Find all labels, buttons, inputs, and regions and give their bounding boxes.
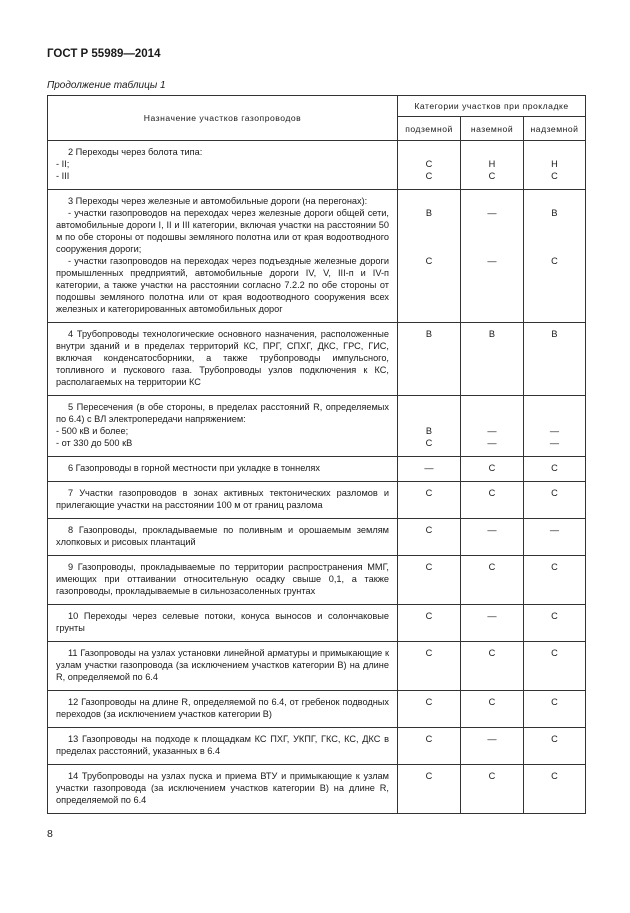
categories-table — [47, 95, 586, 814]
row-description — [48, 190, 398, 323]
category-value: С — [551, 256, 558, 266]
description-line: - от 330 до 500 кВ — [56, 438, 133, 448]
document-code: ГОСТ Р 55989—2014 — [47, 48, 161, 60]
category-aboveground — [524, 519, 586, 556]
category-underground — [398, 765, 461, 814]
category-value: — — [424, 463, 434, 473]
category-ground — [461, 482, 524, 519]
category-value: С — [425, 734, 433, 744]
category-value: С — [425, 611, 433, 621]
category-value — [399, 146, 459, 158]
row-description — [48, 519, 398, 556]
description-line: 9 Газопроводы, прокладываемые по территории распространения ММГ, имеющих при оттаивании относительную осадку свыше 0,1, а также газопроводы, прокладываемые в сильнозасоленных грунтах — [56, 562, 389, 596]
category-value: С — [425, 648, 433, 658]
category-aboveground — [524, 765, 586, 814]
table-row — [48, 190, 586, 323]
category-ground — [461, 765, 524, 814]
row-description — [48, 141, 398, 190]
category-value — [462, 401, 522, 425]
category-underground — [398, 141, 461, 190]
category-aboveground — [524, 396, 586, 457]
category-aboveground — [524, 190, 586, 323]
category-value: С — [488, 771, 496, 781]
category-value: — — [487, 734, 497, 744]
category-value: — — [487, 256, 497, 266]
category-value: С — [551, 697, 558, 707]
table-row — [48, 691, 586, 728]
category-aboveground — [524, 642, 586, 691]
category-value: С — [488, 648, 496, 658]
header-aboveground: надземной — [524, 117, 586, 141]
category-value: С — [551, 488, 558, 498]
category-value: С — [425, 256, 433, 266]
category-underground — [398, 605, 461, 642]
category-value: С — [425, 525, 433, 535]
category-aboveground — [524, 556, 586, 605]
description-line: 8 Газопроводы, прокладываемые по поливным и орошаемым землям хлопковых и рисовых плантаций — [56, 525, 389, 547]
category-value: В — [425, 329, 433, 339]
category-value: С — [488, 562, 496, 572]
description-line: - III — [56, 171, 70, 181]
description-line: 4 Трубопроводы технологические основного назначения, расположенные внутри зданий и в пределах территорий КС, ПРГ, СПХГ, ДКС, ГРС, ГИС, включая конденсатосборники, а также трубопроводы импульсного, топливного и пускового газа. Трубопроводы узлов подключения к КС, располагаемых на территории КС — [56, 329, 389, 387]
table-row — [48, 556, 586, 605]
table-row — [48, 765, 586, 814]
category-underground — [398, 190, 461, 323]
category-value: — — [487, 525, 497, 535]
category-ground — [461, 556, 524, 605]
category-value: — — [549, 525, 560, 535]
description-line: 12 Газопроводы на длине R, определяемой по 6.4, от гребенок подводных переходов (за исключением участков категории В) — [56, 697, 389, 719]
category-value: — — [487, 438, 497, 448]
table-row — [48, 482, 586, 519]
category-ground — [461, 190, 524, 323]
category-aboveground — [524, 457, 586, 482]
table-row — [48, 457, 586, 482]
row-description — [48, 396, 398, 457]
category-value: С — [425, 697, 433, 707]
category-value — [399, 195, 459, 207]
table-row — [48, 141, 586, 190]
category-ground — [461, 141, 524, 190]
description-line: 2 Переходы через болота типа: — [68, 147, 203, 157]
category-value — [525, 195, 584, 207]
category-value: С — [551, 171, 558, 181]
category-underground — [398, 323, 461, 396]
category-value: С — [425, 159, 433, 169]
category-ground — [461, 605, 524, 642]
header-categories: Категории участков при прокладке — [398, 96, 586, 117]
category-ground — [461, 642, 524, 691]
table-continuation-caption: Продолжение таблицы 1 — [47, 80, 166, 91]
category-value: С — [551, 648, 558, 658]
description-line: 10 Переходы через селевые потоки, конуса выносов и солончаковые грунты — [56, 611, 389, 633]
table-row — [48, 396, 586, 457]
category-value: С — [425, 562, 433, 572]
description-line: 7 Участки газопроводов в зонах активных тектонических разломов и прилегающие участки на расстоянии 100 м от границ разлома — [56, 488, 389, 510]
table-row — [48, 519, 586, 556]
category-ground — [461, 728, 524, 765]
table-row — [48, 605, 586, 642]
category-value: С — [551, 611, 558, 621]
category-value: С — [425, 771, 433, 781]
category-value: С — [488, 488, 496, 498]
category-value: С — [551, 771, 558, 781]
description-line: - 500 кВ и более; — [56, 426, 129, 436]
category-underground — [398, 519, 461, 556]
row-description — [48, 642, 398, 691]
category-aboveground — [524, 691, 586, 728]
table-row — [48, 728, 586, 765]
category-ground — [461, 691, 524, 728]
category-value: С — [488, 463, 496, 473]
category-aboveground — [524, 323, 586, 396]
category-value: С — [425, 438, 433, 448]
category-underground — [398, 728, 461, 765]
category-value: С — [551, 734, 558, 744]
category-value: С — [551, 562, 558, 572]
category-value: — — [549, 438, 560, 448]
description-line: 11 Газопроводы на узлах установки линейной арматуры и примыкающие к узлам участки газопровода (за исключением участков категории В) на длине R, определяемой по 6.4 — [56, 648, 389, 682]
header-ground: наземной — [461, 117, 524, 141]
category-value: — — [487, 426, 497, 436]
table-row — [48, 642, 586, 691]
category-value: В — [488, 329, 496, 339]
category-underground — [398, 642, 461, 691]
category-underground — [398, 482, 461, 519]
description-line: 5 Пересечения (в обе стороны, в пределах расстояний R, определяемых по 6.4) с ВЛ электропередачи напряжением: — [56, 402, 389, 424]
category-value: С — [425, 171, 433, 181]
row-description — [48, 728, 398, 765]
description-line: 6 Газопроводы в горной местности при укладке в тоннелях — [68, 463, 320, 473]
category-aboveground — [524, 482, 586, 519]
description-line: - участки газопроводов на переходах через железные дороги общей сети, автомобильные дороги I, II и III категории, включая участки на расстоянии 50 м по обе стороны от подошвы земляного полотна или от края водоотводного сооружения дороги; — [56, 208, 389, 254]
category-value: — — [487, 611, 497, 621]
category-underground — [398, 556, 461, 605]
row-description — [48, 605, 398, 642]
description-line: - II; — [56, 159, 70, 169]
category-value — [525, 401, 584, 425]
category-underground — [398, 396, 461, 457]
category-value: — — [487, 208, 497, 218]
category-underground — [398, 457, 461, 482]
category-aboveground — [524, 141, 586, 190]
category-value: С — [488, 171, 496, 181]
page-number: 8 — [47, 828, 53, 840]
category-value: Н — [551, 159, 558, 169]
header-underground: подземной — [398, 117, 461, 141]
row-description — [48, 482, 398, 519]
category-value — [399, 401, 459, 425]
row-description — [48, 323, 398, 396]
row-description — [48, 691, 398, 728]
category-ground — [461, 323, 524, 396]
row-description — [48, 457, 398, 482]
row-description — [48, 765, 398, 814]
category-value: Н — [488, 159, 496, 169]
category-ground — [461, 457, 524, 482]
category-aboveground — [524, 605, 586, 642]
category-value — [462, 195, 522, 207]
header-purpose: Назначение участков газопроводов — [48, 96, 398, 141]
table-row — [48, 323, 586, 396]
category-value: С — [488, 697, 496, 707]
description-line: 3 Переходы через железные и автомобильные дороги (на перегонах): — [68, 196, 368, 206]
category-ground — [461, 396, 524, 457]
category-ground — [461, 519, 524, 556]
category-value: С — [425, 488, 433, 498]
category-value: — — [549, 426, 560, 436]
category-value: В — [425, 208, 433, 218]
category-aboveground — [524, 728, 586, 765]
category-value: В — [551, 208, 558, 218]
category-value — [462, 146, 522, 158]
row-description — [48, 556, 398, 605]
description-line: - участки газопроводов на переходах через подъездные железные дороги промышленных предприятий, автомобильные дороги IV, V, III-п и IV-п категории, а также участки на расстоянии согласно 7.2.2 по обе стороны от подошвы земляного полотна или от края водоотводного сооружения всех железных и категорированных автомобильных дорог — [56, 256, 389, 314]
category-value — [525, 146, 584, 158]
category-value: В — [425, 426, 433, 436]
category-value: В — [551, 329, 558, 339]
description-line: 14 Трубопроводы на узлах пуска и приема ВТУ и примыкающие к узлам участки газопровода (за исключением участков категории В) на длине R, определяемой по 6.4 — [56, 771, 389, 805]
description-line: 13 Газопроводы на подходе к площадкам КС ПХГ, УКПГ, ГКС, КС, ДКС в пределах расстояний, указанных в 6.4 — [56, 734, 389, 756]
category-underground — [398, 691, 461, 728]
category-value: С — [551, 463, 558, 473]
